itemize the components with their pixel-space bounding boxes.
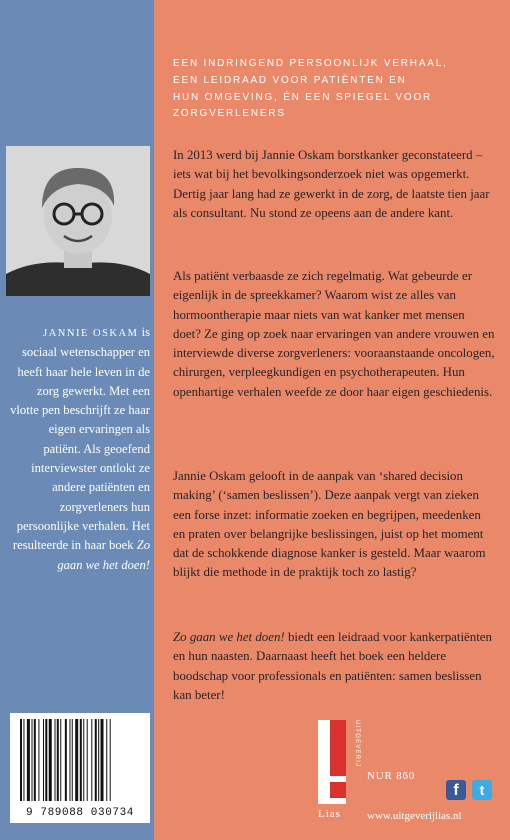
tagline-line: EEN INDRINGEND PERSOONLIJK VERHAAL, [173, 58, 448, 69]
twitter-icon[interactable]: t [472, 780, 492, 800]
barcode-bars [16, 719, 144, 801]
paragraph-4 [173, 628, 495, 705]
author-name: JANNIE OSKAM [43, 328, 139, 339]
author-photo [6, 146, 150, 296]
paragraph-1: In 2013 werd bij Jannie Oskam borstkanker geconstateerd – iets wat bij het bevolkingsonderzoek niet was opgemerkt. Dertig jaar lang had ze gewerkt in de zorg, de laatste tien jaar als consultant. Nu stond ze opeens aan de andere kant. [173, 148, 490, 220]
paragraph-2: Als patiënt verbaasde ze zich regelmatig. Wat gebeurde er eigenlijk in de spreekkamer? Waarom wist ze alles van hormoontherapie maar niets van wat kanker met mensen doet? Ze ging op zoek naar ervaringen van andere vrouwen en interviewde diverse zorgverleners: vooraanstaande oncologen, chirurgen, verpleegkundigen en psychotherapeuten. Hun openhartige verhalen weefde ze door haar eigen geschiedenis. [173, 269, 495, 399]
tagline-line: HUN OMGEVING, ÉN EEN SPIEGEL VOOR [173, 91, 433, 103]
publisher-logo [318, 720, 346, 820]
tagline-line: EEN LEIDRAAD VOOR PATIËNTEN EN [173, 74, 407, 86]
barcode [10, 713, 150, 823]
author-bio [10, 323, 150, 575]
tagline-line: ZORGVERLENERS [173, 108, 286, 120]
book-title: Zo gaan we het doen! [173, 630, 285, 644]
paragraph-3: Jannie Oskam gelooft in de aanpak van ‘shared decision making’ (‘samen beslissen’). Deze aanpak vergt van zieken een forse inzet: informatie zoeken en begrijpen, meedenken en praten over belangrijke beslissingen, juist op het moment dat de schokkende diagnose kanker is gesteld. Maar waarom blijkt die methode in de praktijk toch zo lastig? [173, 469, 486, 580]
nur-code: NUR 860 [367, 770, 416, 782]
barcode-number: 9 789088 030734 [25, 807, 135, 819]
author-book-title: Zo gaan we het doen! [57, 538, 150, 572]
publisher-vertical-label: UITGEVERIJ [354, 720, 360, 768]
publisher-url[interactable]: www.uitgeverijlias.nl [367, 810, 462, 822]
publisher-name: Lias [318, 808, 341, 820]
tagline [173, 56, 503, 123]
paragraph-4-text: biedt een leidraad voor kankerpatiënten en hun naasten. Daarnaast heeft het boek een heldere boodschap voor professionals en patiënten: samen beslissen kan beter! [173, 630, 492, 702]
right-orange-panel [154, 0, 510, 840]
facebook-icon[interactable]: f [446, 780, 466, 800]
author-bio-text: is sociaal wetenschapper en heeft haar hele leven in de zorg gewerkt. Met een vlotte pen beschrijft ze haar eigen ervaringen als patiënt. Als geoefend interviewster ontlokt ze andere patiënten en zorgverleners hun persoonlijke verhalen. Het resulteerde in haar boek [10, 325, 150, 553]
